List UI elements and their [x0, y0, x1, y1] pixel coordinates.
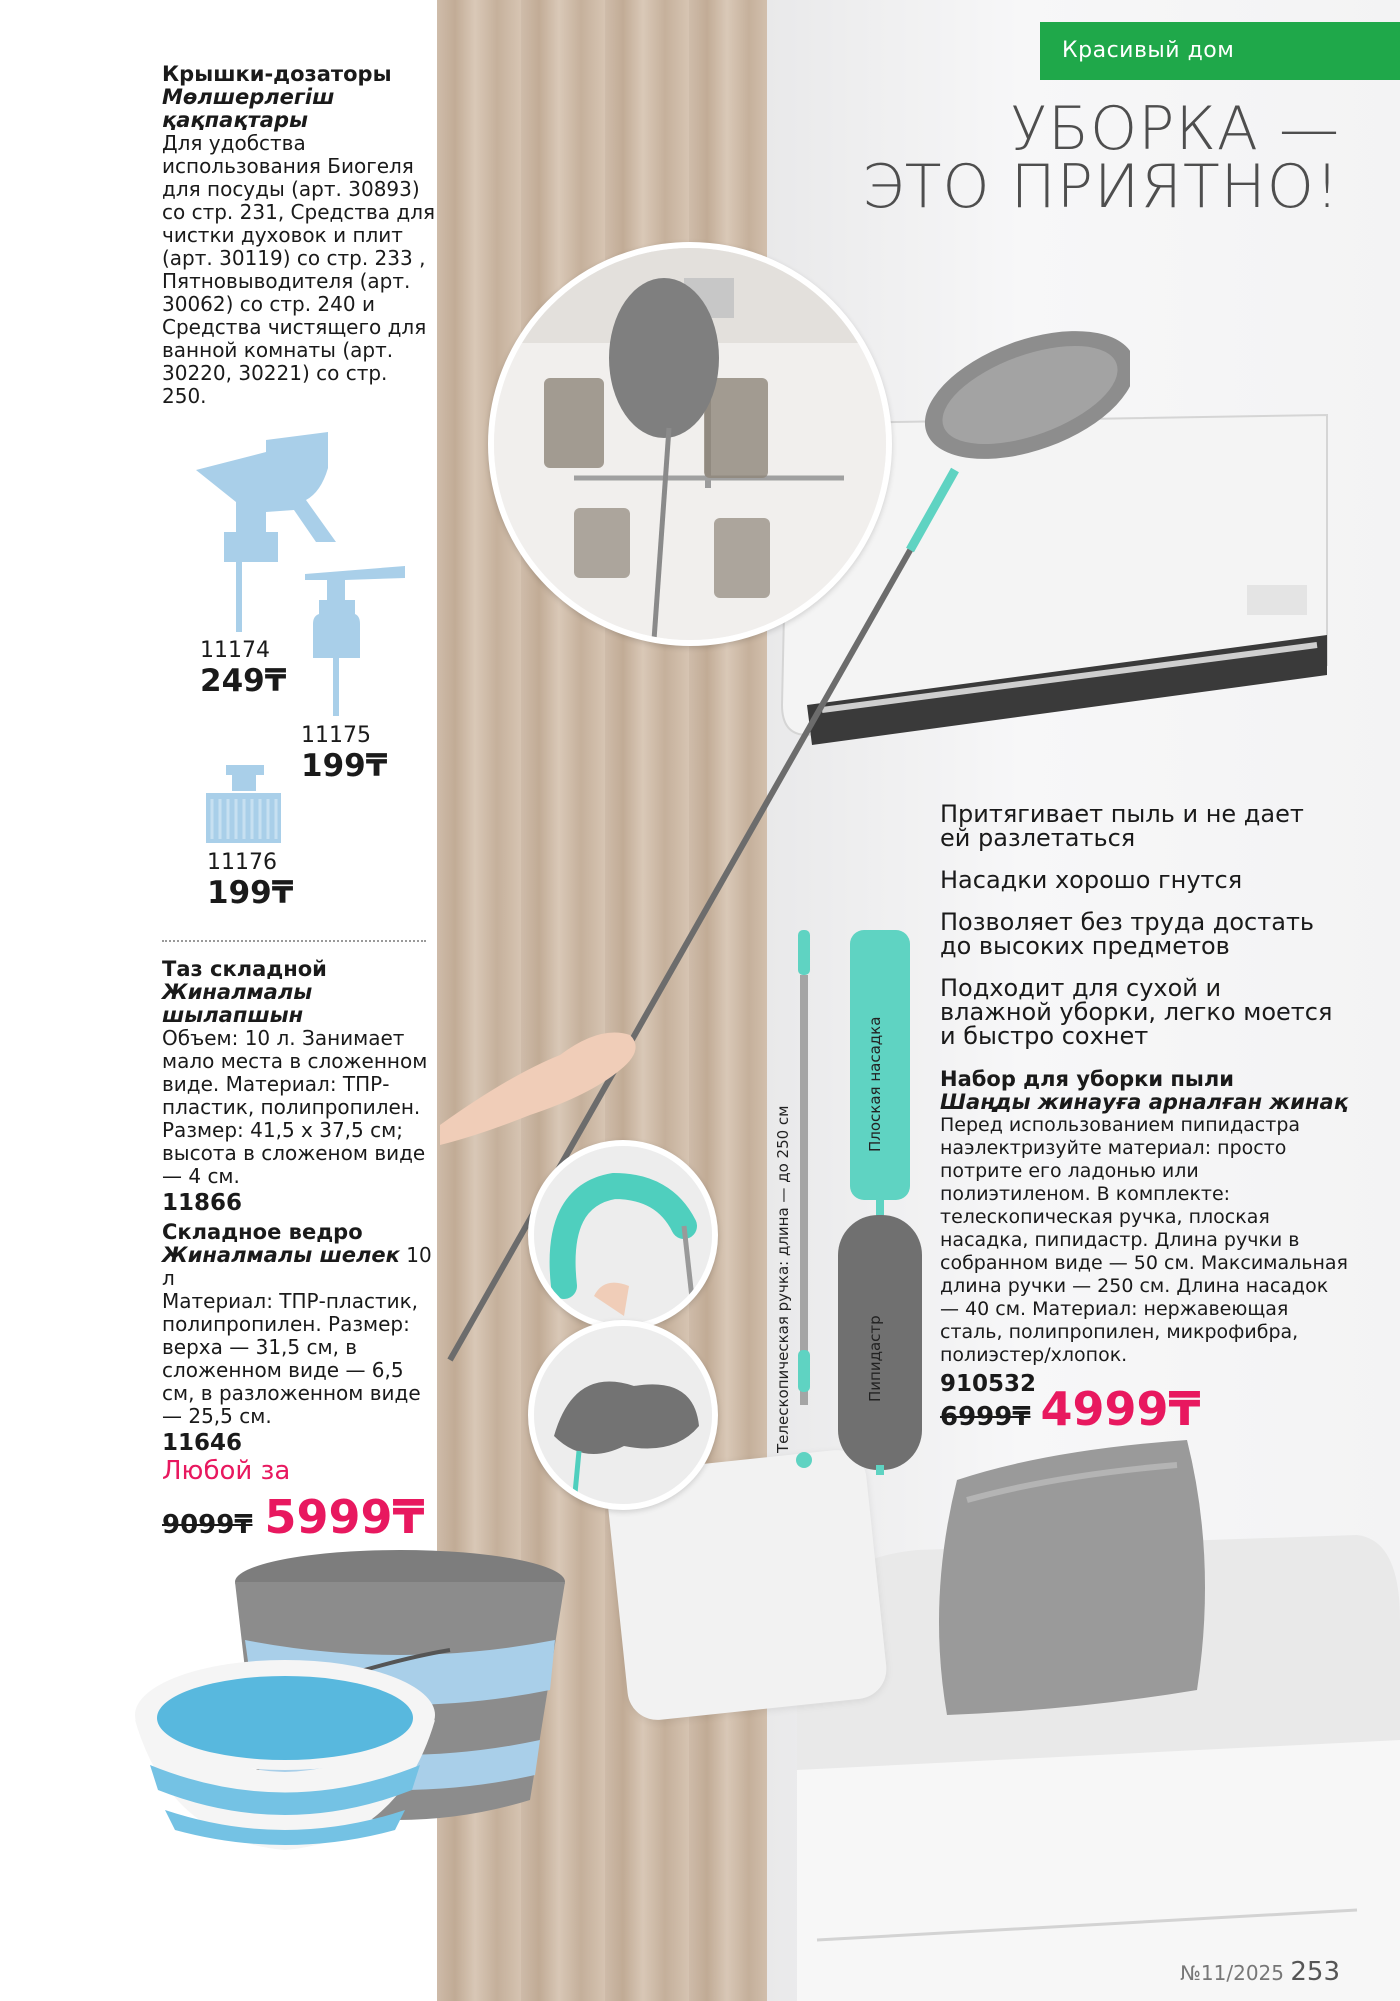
- benefit-item-3: Позволяет без труда достать до высоких предметов: [940, 908, 1315, 960]
- chandelier-circle-image: [488, 242, 892, 646]
- dust-set-title-kz: Шаңды жинауға арналған жинақ: [940, 1090, 1348, 1114]
- cap-price-2: 199₸: [301, 748, 388, 784]
- cap-item-2: [301, 723, 387, 784]
- cap-item-3: [207, 850, 293, 911]
- divider: [162, 940, 426, 942]
- hand-image: [440, 985, 650, 1145]
- flip-cap-image: [206, 765, 281, 843]
- dust-set-old-price: 6999₸: [940, 1402, 1031, 1432]
- any-offer-old-price: 9099₸: [162, 1510, 253, 1540]
- cap-art-3: 11176: [207, 850, 277, 875]
- cap-item-1: [200, 638, 286, 699]
- cap-art-2: 11175: [301, 723, 371, 748]
- cap-price-3: 199₸: [207, 875, 294, 911]
- any-offer-new-price: 5999₸: [264, 1490, 425, 1544]
- any-offer-prices: [162, 1490, 425, 1544]
- benefits-list: [940, 802, 1340, 1048]
- category-tab: Красивый дом: [1040, 22, 1400, 80]
- basin-description: Объем: 10 л. Занимает мало места в сложенном виде. Материал: ТПР-пластик, полипропилен. Размер: 41,5 х 37,5 см; высота в сложеном виде — 4 см.: [162, 1026, 428, 1188]
- headline-line-2: ЭТО ПРИЯТНО!: [861, 152, 1340, 222]
- bucket-basin-image: [110, 1540, 590, 1890]
- product-lineup-image: [790, 930, 925, 1475]
- bucket-description: Материал: ТПР-пластик, полипропилен. Размер: верха — 31,5 см, в сложенном виде — 6,5 см, в разложенном виде — 25,5 см.: [162, 1289, 421, 1428]
- duster-label: Пипидастр: [866, 1315, 884, 1402]
- pillow-image: [927, 1440, 1227, 1720]
- benefit-item-1: Притягивает пыль и не дает ей разлетаться: [940, 800, 1304, 852]
- caps-title: Крышки-дозаторы: [162, 62, 392, 86]
- caps-section: [162, 63, 437, 408]
- headline-line-1: УБОРКА —: [1010, 94, 1340, 164]
- bucket-title-kz: Жиналмалы шелек: [162, 1243, 400, 1267]
- page-headline: [820, 94, 1340, 222]
- pump-cap-image: [305, 566, 410, 716]
- dust-set-description: Перед использованием пипидастра наэлектризуйте материал: просто потрите его ладонью или полиэтиленом. В комплекте: телескопическая ручка, плоская насадка, пипидастр. Длина ручки в собранном виде — 50 см. Максимальная длина ручки — 250 см. Длина насадок — 40 см. Материал: нержавеющая сталь, полипропилен, микрофибра, полиэстер/хлопок.: [940, 1114, 1348, 1366]
- flat-head-label: Плоская насадка: [866, 1016, 884, 1152]
- benefit-item-2: Насадки хорошо гнутся: [940, 866, 1243, 894]
- dust-set-art: 910532: [940, 1371, 1037, 1397]
- bucket-title: Складное ведро: [162, 1220, 363, 1244]
- cap-price-1: 249₸: [200, 663, 287, 699]
- cap-art-1: 11174: [200, 638, 270, 663]
- page-num: 253: [1290, 1957, 1340, 1987]
- basin-title-kz: Жиналмалы шылапшын: [162, 980, 313, 1027]
- page-number: [1180, 1957, 1340, 1987]
- caps-title-kz: Мөлшерлегіш қақпақтары: [162, 85, 335, 132]
- bucket-volume: 10 л: [162, 1243, 432, 1290]
- bucket-art: 11646: [162, 1430, 243, 1456]
- dust-set-section: [940, 1067, 1350, 1436]
- basin-title: Таз складной: [162, 957, 327, 981]
- duster-head-circle-image: [528, 1320, 718, 1510]
- any-offer-label: Любой за: [162, 1456, 291, 1486]
- caps-description: Для удобства использования Биогеля для посуды (арт. 30893) со стр. 231, Средства для чистки духовок и плит (арт. 30119) со стр. 233 , Пятновыводителя (арт. 30062) со стр. 240 и Средства чистящего для ванной комнаты (арт. 30220, 30221) со стр. 250.: [162, 131, 436, 408]
- benefit-item-4: Подходит для сухой и влажной уборки, легко моется и быстро сохнет: [940, 974, 1333, 1050]
- issue-number: №11/2025: [1180, 1961, 1284, 1985]
- flat-head-circle-image: [528, 1140, 718, 1330]
- dust-set-new-price: 4999₸: [1040, 1382, 1201, 1436]
- basin-art: 11866: [162, 1190, 243, 1216]
- basin-section: [162, 958, 437, 1215]
- handle-label: Телескопическая ручка: длина — до 250 см: [774, 1105, 792, 1453]
- bucket-section: [162, 1221, 437, 1455]
- dust-set-title: Набор для уборки пыли: [940, 1067, 1234, 1091]
